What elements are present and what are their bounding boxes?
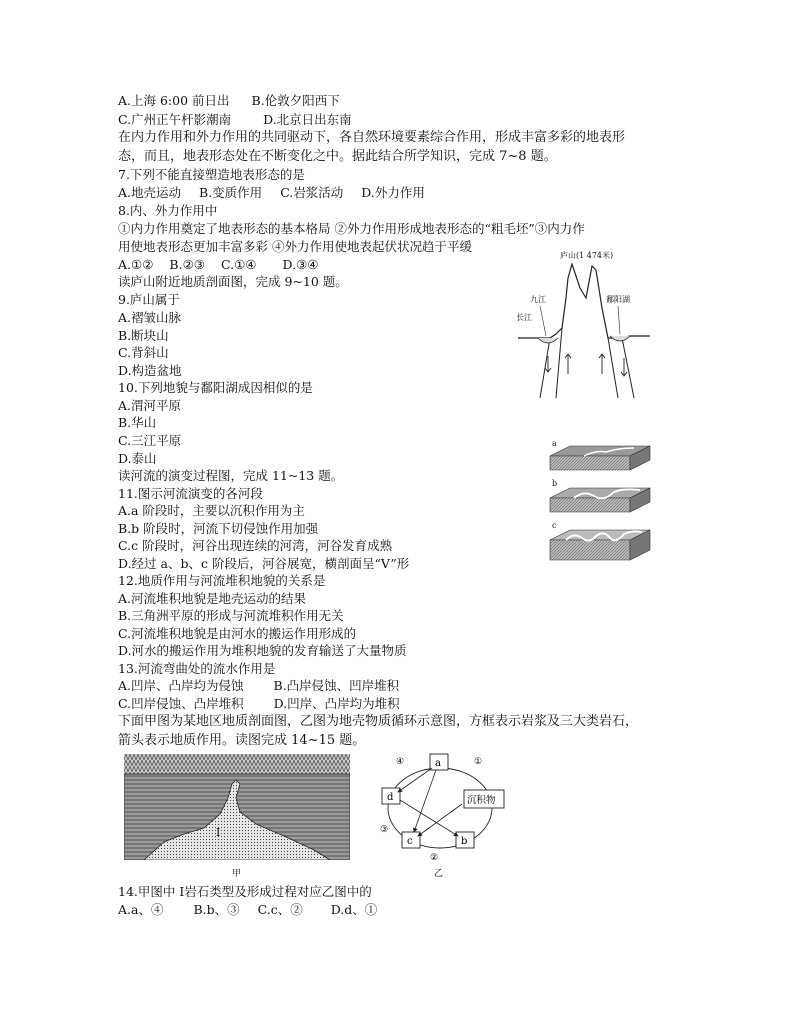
process-3-label: ③ bbox=[380, 825, 389, 835]
fault-line-right bbox=[608, 338, 618, 398]
q9-option-d: D.构造盆地 bbox=[118, 363, 182, 378]
q7-options bbox=[118, 184, 425, 201]
box-b bbox=[456, 832, 474, 848]
q11-option-b: B.b 阶段时，河流下切侵蚀作用加强 bbox=[118, 521, 319, 536]
stage-c-label: c bbox=[552, 521, 557, 530]
q12-option-c: C.河流堆积地貌是由河水的搬运作用形成的 bbox=[118, 626, 357, 641]
question-12: 12.地质作用与河流堆积地貌的关系是 bbox=[118, 573, 326, 588]
process-4-label: ④ bbox=[396, 757, 405, 767]
q6-options-row-2 bbox=[118, 111, 352, 128]
svg-text:c: c bbox=[407, 836, 413, 847]
option-b: B.②③ bbox=[169, 257, 205, 272]
jia-caption: 甲 bbox=[232, 869, 242, 879]
option-a: A.凹岸、凸岸均为侵蚀 bbox=[118, 678, 244, 693]
q12-option-d: D.河水的搬运作用为堆积地貌的发育输送了大量物质 bbox=[118, 643, 407, 658]
box-sediment bbox=[464, 790, 504, 808]
intro-7-8-line-2: 态，而且，地表形态处在不断变化之中。据此结合所学知识，完成 7~8 题。 bbox=[118, 149, 557, 164]
jia-geological-section bbox=[124, 754, 350, 860]
q11-option-c: C.c 阶段时，河谷出现连续的河湾，河谷发育成熟 bbox=[118, 538, 393, 553]
question-11: 11.图示河流演变的各河段 bbox=[118, 486, 263, 501]
q6-options-row-1 bbox=[118, 92, 340, 109]
poyang-water bbox=[610, 336, 630, 341]
q10-option-a: A.渭河平原 bbox=[118, 398, 182, 413]
intro-7-8-line-1: 在内力作用和外力作用的共同驱动下，各自然环境要素综合作用，形成丰富多彩的地表形 bbox=[118, 130, 626, 145]
yi-caption: 乙 bbox=[434, 869, 444, 879]
arrow-up-icon bbox=[565, 354, 571, 374]
process-2-label: ② bbox=[430, 853, 439, 862]
option-d: D.③④ bbox=[282, 257, 319, 272]
option-a: A.①② bbox=[118, 257, 154, 272]
q8-statements-2: 用使地表形态更加丰富多彩 ④外力作用使地表起伏状况趋于平缓 bbox=[118, 239, 472, 254]
arrow-up-icon bbox=[599, 354, 605, 374]
q13-options-row-2 bbox=[118, 695, 400, 712]
process-1-label: ① bbox=[474, 757, 483, 767]
q9-option-c: C.背斜山 bbox=[118, 345, 169, 360]
question-9: 9.庐山属于 bbox=[118, 292, 180, 307]
option-d: D.凹岸、凸岸均为堆积 bbox=[273, 696, 400, 711]
svg-text:d: d bbox=[387, 792, 394, 803]
question-14: 14.甲图中 I岩石类型及形成过程对应乙图中的 bbox=[118, 884, 372, 899]
q10-option-b: B.华山 bbox=[118, 415, 157, 430]
intro-14-15-line-2: 箭头表示地质作用。读图完成 14~15 题。 bbox=[118, 733, 366, 748]
option-a: A.地壳运动 bbox=[118, 185, 182, 200]
q12-option-a: A.河流堆积地貌是地壳运动的结果 bbox=[118, 591, 307, 606]
option-b: B.伦敦夕阳西下 bbox=[251, 93, 340, 108]
q8-statements-1: ①内力作用奠定了地表形态的基本格局 ②外力作用形成地表形态的“粗毛坯”③内力作 bbox=[118, 221, 585, 236]
river-evolution-figure bbox=[544, 436, 656, 568]
option-c: C.凹岸侵蚀、凸岸堆积 bbox=[118, 696, 244, 711]
option-b: B.b、③ bbox=[193, 902, 240, 917]
q8-options bbox=[118, 256, 318, 273]
option-a: A.上海 6:00 前日出 bbox=[118, 93, 230, 108]
block-b bbox=[550, 488, 650, 512]
stage-a-label: a bbox=[552, 439, 557, 448]
changjiang-label: 长江 bbox=[516, 313, 532, 322]
q13-options-row-1 bbox=[118, 677, 399, 694]
option-d: D.北京日出东南 bbox=[263, 112, 352, 127]
block-c bbox=[550, 530, 650, 560]
stage-b-label: b bbox=[552, 479, 558, 488]
q12-option-b: B.三角洲平原的形成与河流堆积作用无关 bbox=[118, 608, 344, 623]
svg-text:沉积物: 沉积物 bbox=[467, 795, 496, 806]
box-d bbox=[382, 788, 400, 804]
question-7: 7.下列不能直接塑造地表形态的是 bbox=[118, 167, 305, 182]
option-c: C.①④ bbox=[221, 257, 257, 272]
option-a: A.a、④ bbox=[118, 902, 164, 917]
q9-option-a: A.褶皱山脉 bbox=[118, 310, 182, 325]
lushan-section-figure bbox=[510, 238, 660, 398]
option-b: B.凸岸侵蚀、凹岸堆积 bbox=[273, 678, 400, 693]
svg-text:b: b bbox=[461, 836, 468, 847]
intro-11-13: 读河流的演变过程图，完成 11~13 题。 bbox=[118, 468, 344, 483]
q11-option-a: A.a 阶段时，主要以沉积作用为主 bbox=[118, 503, 305, 518]
intro-14-15-line-1: 下面甲图为某地区地质剖面图，乙图为地壳物质循环示意图，方框表示岩浆及三大类岩石， bbox=[118, 714, 639, 729]
q9-option-b: B.断块山 bbox=[118, 328, 169, 343]
option-d: D.d、① bbox=[330, 902, 378, 917]
q14-options bbox=[118, 901, 377, 918]
poyang-label: 鄱阳湖 bbox=[606, 295, 630, 304]
box-a bbox=[430, 754, 448, 770]
block-a bbox=[550, 446, 650, 470]
question-8: 8.内、外力作用中 bbox=[118, 203, 218, 218]
question-10: 10.下列地貌与鄱阳湖成因相似的是 bbox=[118, 380, 313, 395]
option-c: C.广州正午杆影潮南 bbox=[118, 112, 232, 127]
q10-option-d: D.泰山 bbox=[118, 451, 157, 466]
option-c: C.岩浆活动 bbox=[280, 185, 344, 200]
q10-option-c: C.三江平原 bbox=[118, 433, 182, 448]
peak-label: 庐山(1 474米) bbox=[560, 251, 614, 260]
option-c: C.c、② bbox=[257, 902, 303, 917]
rock-I-label: I bbox=[216, 826, 221, 839]
option-b: B.变质作用 bbox=[199, 185, 263, 200]
jiujiang-label: 九江 bbox=[530, 295, 546, 304]
box-c bbox=[402, 832, 420, 848]
svg-text:a: a bbox=[435, 758, 441, 769]
option-d: D.外力作用 bbox=[361, 185, 425, 200]
yangtze-water bbox=[538, 338, 558, 343]
question-13: 13.河流弯曲处的流水作用是 bbox=[118, 661, 276, 676]
intro-9-10: 读庐山附近地质剖面图，完成 9~10 题。 bbox=[118, 274, 348, 289]
q11-option-d: D.经过 a、b、c 阶段后，河谷展宽，横剖面呈“V”形 bbox=[118, 556, 410, 571]
yi-rock-cycle-diagram bbox=[374, 752, 508, 862]
